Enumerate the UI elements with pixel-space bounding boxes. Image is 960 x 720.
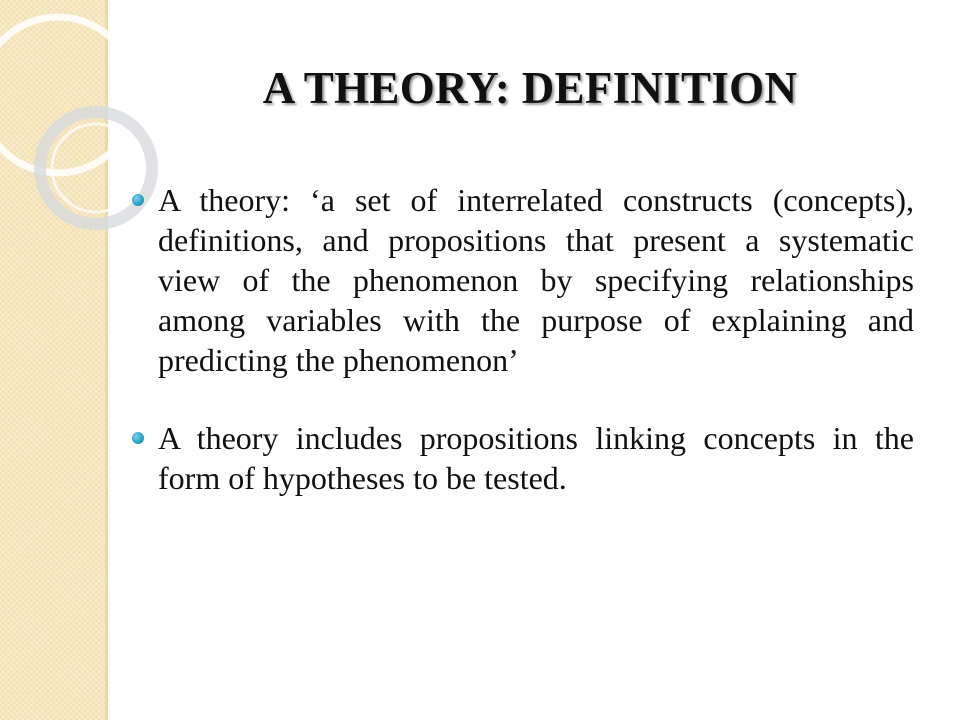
bullet-item bbox=[130, 418, 914, 498]
decorative-side-panel bbox=[0, 0, 105, 720]
bullet-text: A theory includes propositions linking concepts in the form of hypotheses to be tested. bbox=[158, 420, 914, 496]
bullet-dot-icon bbox=[132, 194, 144, 206]
bullet-item bbox=[130, 180, 914, 380]
bullet-list bbox=[130, 180, 914, 498]
side-panel-edge bbox=[105, 0, 108, 720]
bullet-dot-icon bbox=[132, 432, 144, 444]
slide-title: A THEORY: DEFINITION bbox=[262, 63, 798, 113]
bullet-text: A theory: ‘a set of interrelated constructs (concepts), definitions, and propositions that present a systematic view of the phenomenon by specifying relationships among variables with the purpose of explaining and predicting the phenomenon’ bbox=[158, 182, 914, 378]
